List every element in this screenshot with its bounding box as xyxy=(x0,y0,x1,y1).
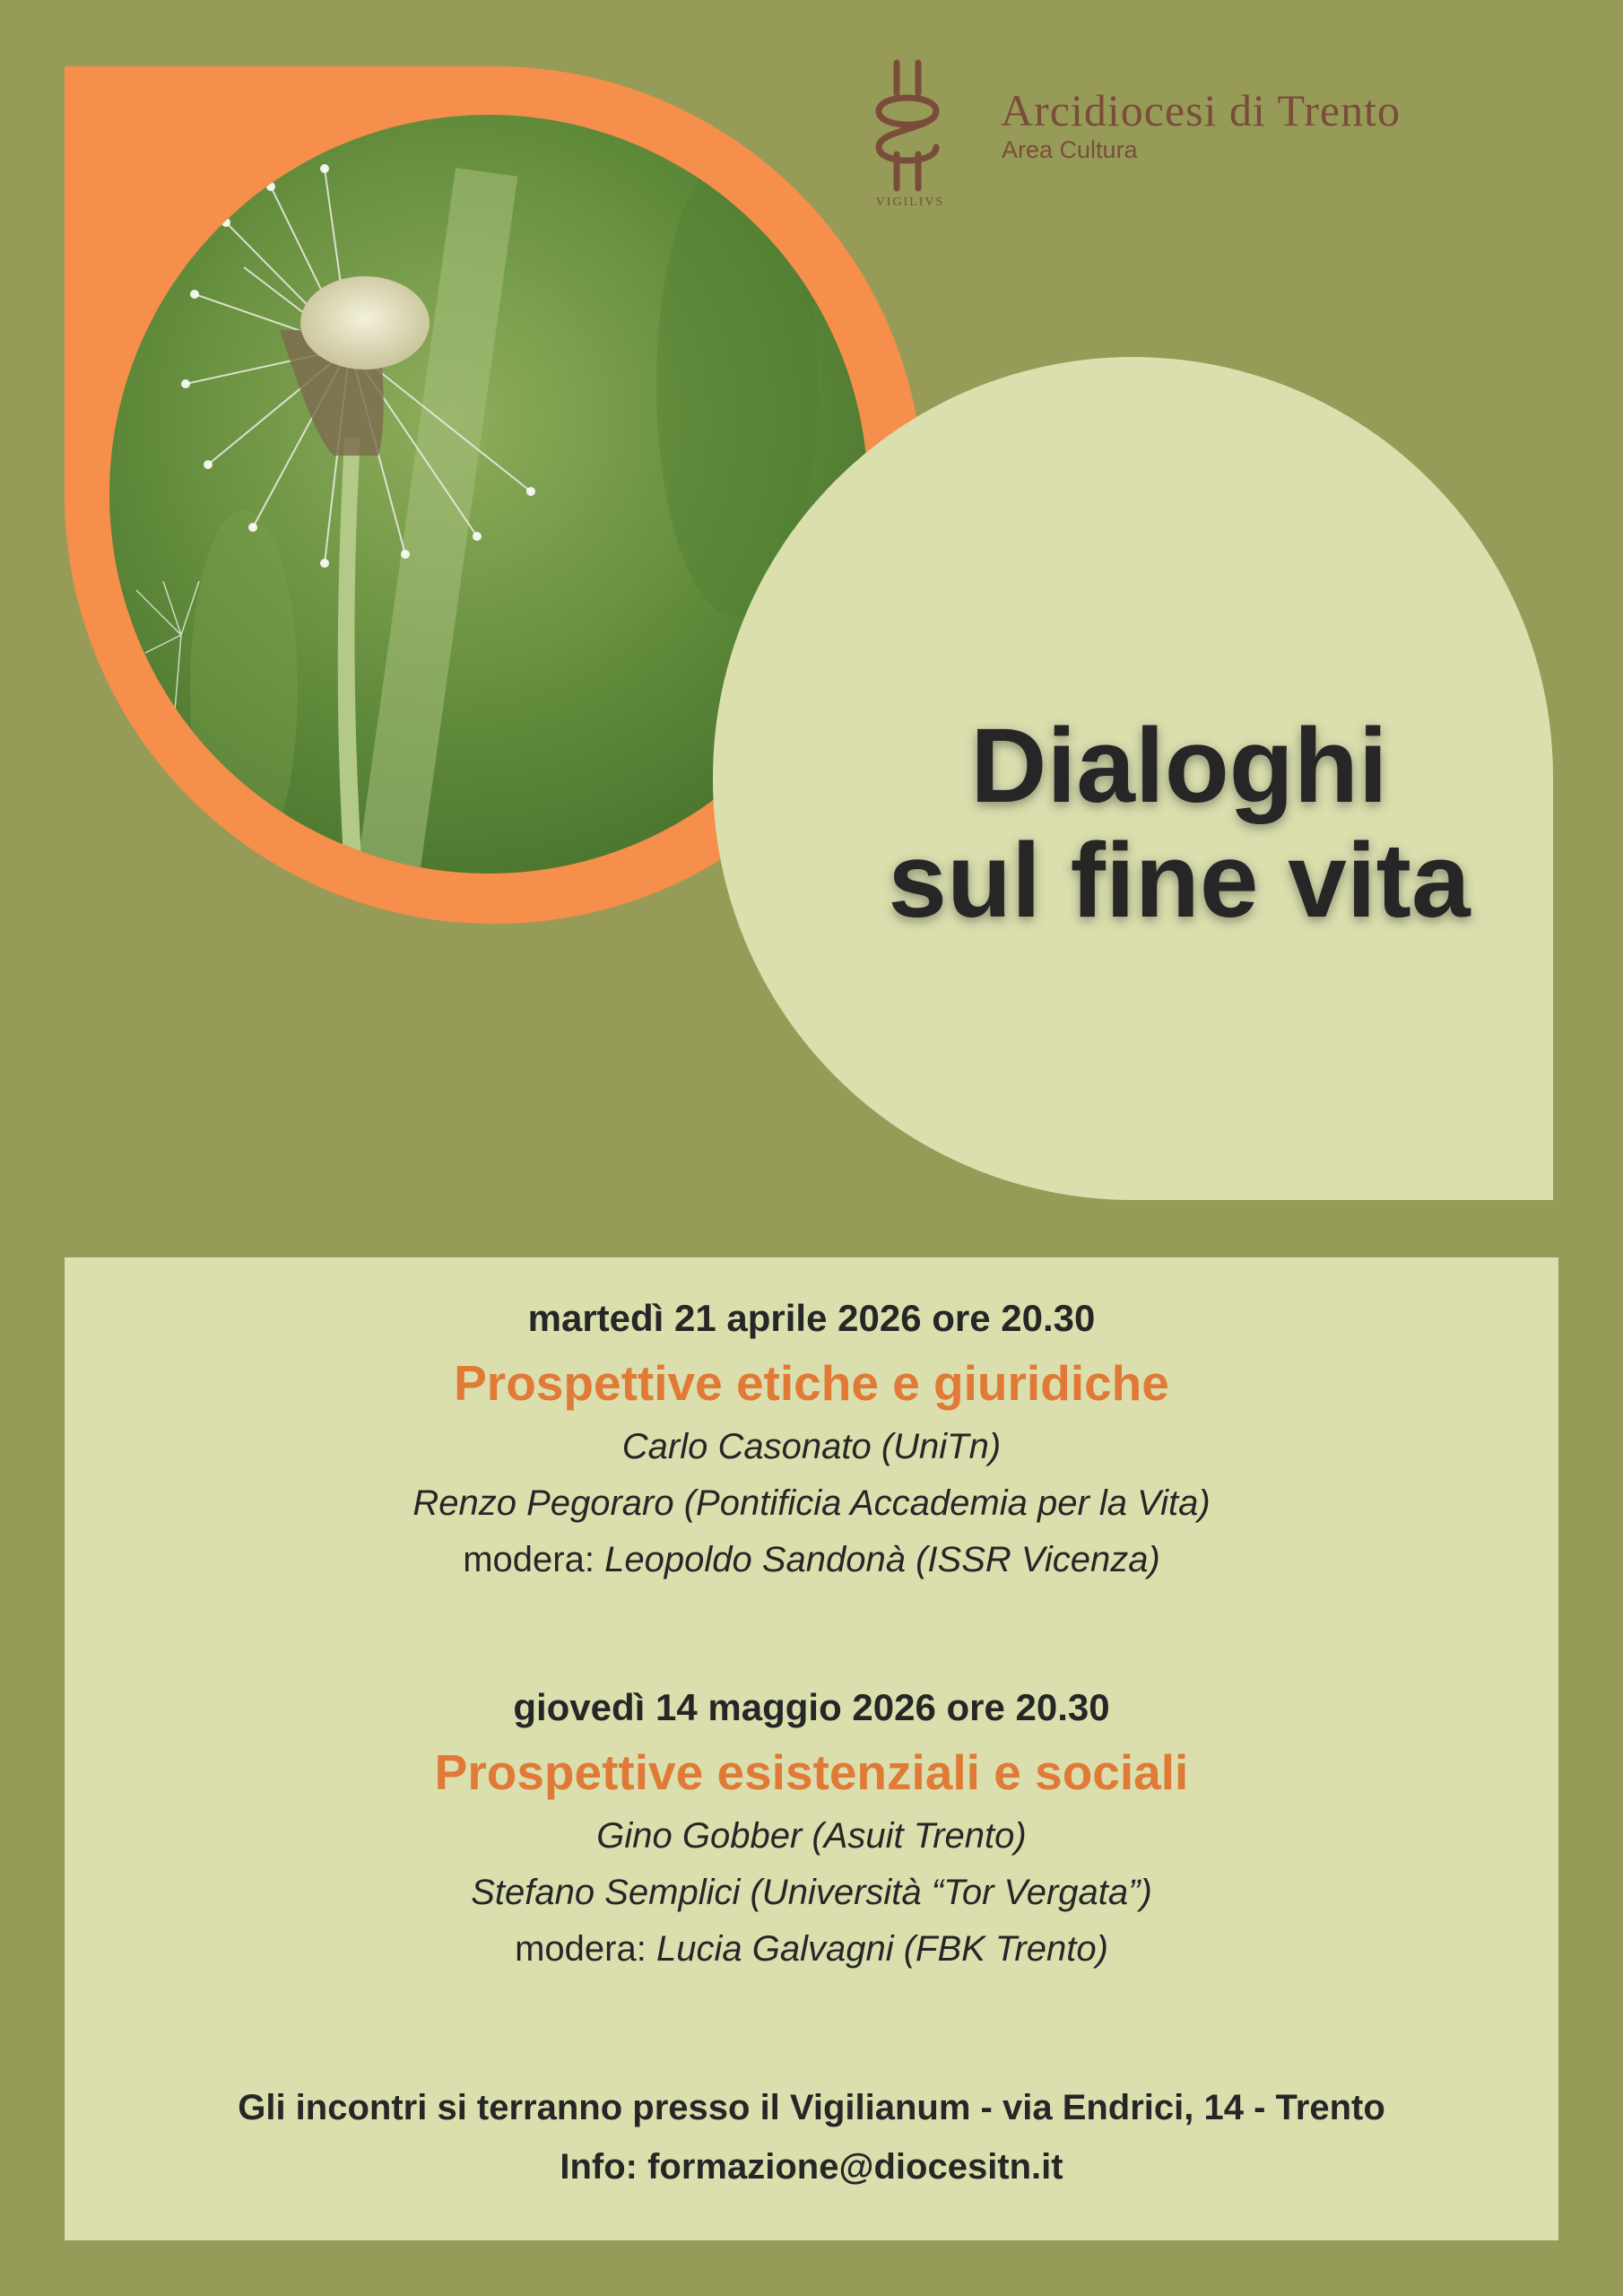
contact-email: Info: formazione@diocesitn.it xyxy=(560,2147,1063,2187)
event-date: martedì 21 aprile 2026 ore 20.30 xyxy=(527,1297,1096,1339)
footer-info xyxy=(65,2078,1558,2196)
moderator-name: Lucia Galvagni (FBK Trento) xyxy=(655,1929,1108,1969)
event-moderator xyxy=(65,1532,1558,1588)
org-subtitle: Area Cultura xyxy=(1002,136,1138,163)
moderator-label: modera: xyxy=(515,1929,647,1969)
vigilius-mark-icon xyxy=(861,57,959,219)
diocese-logo xyxy=(861,57,1560,219)
logo-motto: VIGILIVS xyxy=(875,196,945,209)
event-speaker: Carlo Casonato (UniTn) xyxy=(621,1427,1002,1466)
title-line-2: sul fine vita xyxy=(888,822,1471,940)
event-speaker: Renzo Pegoraro (Pontificia Accademia per la Vita) xyxy=(412,1483,1211,1523)
event-theme: Prospettive esistenziali e sociali xyxy=(434,1744,1189,1800)
poster-title xyxy=(807,709,1551,938)
event-date: giovedì 14 maggio 2026 ore 20.30 xyxy=(513,1686,1110,1728)
event-1 xyxy=(65,1290,1558,1588)
program-panel xyxy=(65,1257,1558,2240)
moderator-name: Leopoldo Sandonà (ISSR Vicenza) xyxy=(604,1540,1160,1579)
org-name: Arcidiocesi di Trento xyxy=(1001,85,1401,135)
event-speaker: Stefano Semplici (Università “Tor Vergata”) xyxy=(471,1873,1152,1912)
event-theme: Prospettive etiche e giuridiche xyxy=(454,1355,1169,1411)
event-moderator xyxy=(65,1921,1558,1978)
moderator-label: modera: xyxy=(463,1540,595,1579)
venue-text: Gli incontri si terranno presso il Vigilianum - via Endrici, 14 - Trento xyxy=(238,2088,1385,2127)
event-2 xyxy=(65,1679,1558,1978)
title-line-1: Dialoghi xyxy=(970,707,1388,825)
event-speaker: Gino Gobber (Asuit Trento) xyxy=(596,1816,1027,1856)
